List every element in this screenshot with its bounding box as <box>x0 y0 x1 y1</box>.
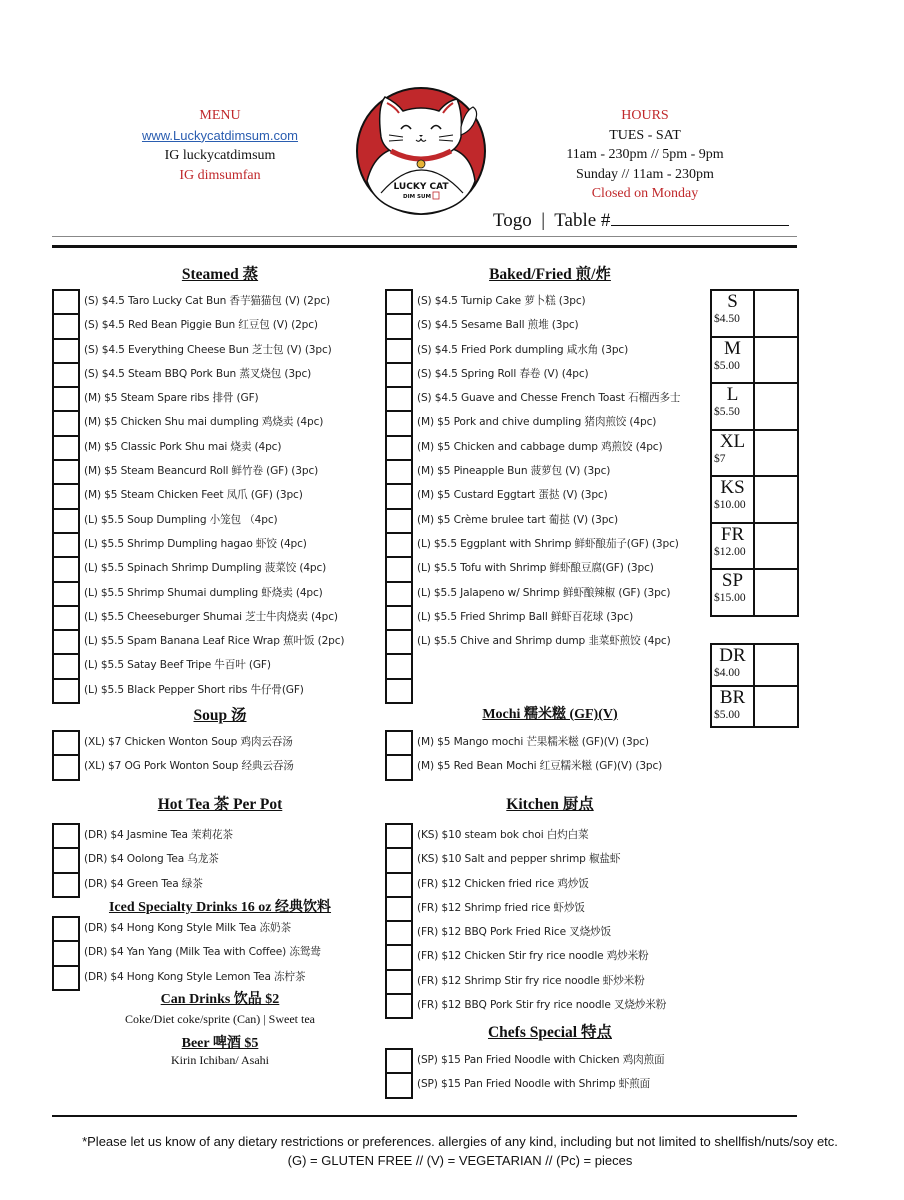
togo-table-label: Togo | Table # <box>493 210 611 231</box>
section-title-steamed: Steamed 蒸 <box>181 266 259 283</box>
size-price: $12.00 <box>714 545 746 558</box>
quantity-checkbox[interactable] <box>385 1072 413 1098</box>
quantity-checkbox[interactable] <box>385 581 413 606</box>
size-price: $4.00 <box>714 667 740 679</box>
menu-item-label: (L) $5.5 Eggplant with Shrimp 鲜虾酿茄子(GF) (3pc) <box>417 537 679 550</box>
footer <box>40 1132 880 1170</box>
size-code: S <box>727 291 738 312</box>
size-price-table <box>710 289 799 617</box>
menu-item-label: (S) $4.5 Steam BBQ Pork Bun 蒸叉烧包 (3pc) <box>84 367 312 380</box>
quantity-checkbox[interactable] <box>385 993 413 1019</box>
quantity-checkbox[interactable] <box>385 556 413 581</box>
quantity-checkbox[interactable] <box>385 338 413 363</box>
hours-weekday: 11am - 230pm // 5pm - 9pm <box>566 147 724 162</box>
size-code-cell <box>711 290 754 337</box>
quantity-checkbox[interactable] <box>385 754 413 780</box>
size-code: L <box>726 384 739 405</box>
menu-item-label: (DR) $4 Hong Kong Style Milk Tea 冻奶茶 <box>84 922 291 934</box>
size-code-cell <box>711 523 754 570</box>
quantity-checkbox[interactable] <box>385 362 413 387</box>
website-link[interactable]: www.Luckycatdimsum.com <box>141 127 299 143</box>
quantity-checkbox[interactable] <box>52 313 80 338</box>
size-price: $15.00 <box>714 592 746 604</box>
divider-thin <box>52 236 797 237</box>
menu-item-label: (FR) $12 Chicken fried rice 鸡炒饭 <box>417 877 589 890</box>
quantity-checkbox[interactable] <box>385 459 413 484</box>
size-code: XL <box>719 430 746 452</box>
menu-item-label: (L) $5.5 Jalapeno w/ Shrimp 鲜虾酿辣椒 (GF) (3pc) <box>417 586 671 599</box>
size-row <box>711 644 798 686</box>
tally-cell[interactable] <box>754 430 798 477</box>
logo-subtext: DIM SUM <box>403 194 431 200</box>
quantity-checkbox[interactable] <box>385 1048 413 1073</box>
section-title-iced-drinks: Iced Specialty Drinks 16 oz 经典饮料 <box>108 900 332 915</box>
instagram-secondary: IG dimsumfan <box>179 167 261 183</box>
quantity-checkbox[interactable] <box>385 605 413 630</box>
togo-table-field <box>493 209 789 232</box>
instagram-primary: IG luckycatdimsum <box>164 148 276 163</box>
menu-item-label: (L) $5.5 Soup Dumpling 小笼包 （4pc) <box>84 513 278 526</box>
section-title-kitchen: Kitchen 厨点 <box>506 796 594 813</box>
quantity-checkbox[interactable] <box>385 386 413 411</box>
menu-item-label: (FR) $12 Shrimp Stir fry rice noodle 虾炒米粉 <box>417 974 645 987</box>
menu-item-label: (M) $5 Red Bean Mochi 红豆糯米糍 (GF)(V) (3pc) <box>417 760 663 773</box>
closed-notice: Closed on Monday <box>591 186 699 201</box>
menu-item-label: (M) $5 Classic Pork Shu mai 烧卖 (4pc) <box>84 440 282 453</box>
menu-item-label: (L) $5.5 Spinach Shrimp Dumpling 菠菜饺 (4pc) <box>84 562 327 575</box>
quantity-checkbox[interactable] <box>52 386 80 411</box>
quantity-checkbox[interactable] <box>52 435 80 460</box>
quantity-checkbox[interactable] <box>385 653 413 678</box>
size-code-cell <box>711 686 754 728</box>
menu-item-label: (SP) $15 Pan Fried Noodle with Chicken 鸡肉煎面 <box>417 1054 665 1066</box>
section-title-chefs-special: Chefs Special 特点 <box>487 1024 612 1041</box>
size-code-cell <box>711 569 754 616</box>
tally-cell[interactable] <box>754 383 798 430</box>
can-drinks-text: Coke/Diet coke/sprite (Can) | Sweet tea <box>124 1012 315 1026</box>
menu-item-label: (M) $5 Steam Spare ribs 排骨 (GF) <box>84 392 259 405</box>
table-number-input[interactable] <box>611 209 789 226</box>
section-title-mochi: Mochi 糯米糍 (GF)(V) <box>482 707 618 722</box>
quantity-checkbox[interactable] <box>52 508 80 533</box>
quantity-checkbox[interactable] <box>385 920 413 945</box>
quantity-checkbox[interactable] <box>385 410 413 435</box>
quantity-checkbox[interactable] <box>52 916 80 941</box>
menu-item-label: (DR) $4 Oolong Tea 乌龙茶 <box>84 853 219 866</box>
divider-top <box>52 245 797 248</box>
quantity-checkbox[interactable] <box>52 410 80 435</box>
logo-text: LUCKY CAT <box>393 182 449 192</box>
menu-item-label: (M) $5 Pineapple Bun 菠萝包 (V) (3pc) <box>417 465 611 478</box>
quantity-checkbox[interactable] <box>52 362 80 387</box>
quantity-checkbox[interactable] <box>52 532 80 557</box>
quantity-checkbox[interactable] <box>385 435 413 460</box>
menu-item-label: (S) $4.5 Everything Cheese Bun 芝士包 (V) (3pc) <box>84 343 332 356</box>
size-price: $5.50 <box>714 406 740 418</box>
menu-item-label: (KS) $10 steam bok choi 白灼白菜 <box>417 829 589 841</box>
menu-item-label: (S) $4.5 Sesame Ball 煎堆 (3pc) <box>417 319 579 332</box>
quantity-checkbox[interactable] <box>385 508 413 533</box>
menu-item-label: (M) $5 Mango mochi 芒果糯米糍 (GF)(V) (3pc) <box>417 736 649 748</box>
menu-item-label: (S) $4.5 Turnip Cake 萝卜糕 (3pc) <box>417 295 586 307</box>
legend-note: (G) = GLUTEN FREE // (V) = VEGETARIAN // (Pc) = pieces <box>287 1153 633 1168</box>
quantity-checkbox[interactable] <box>52 629 80 654</box>
size-code-cell <box>711 644 754 686</box>
dietary-note: *Please let us know of any dietary restrictions or preferences. allergies of any kind, including but not limited to shellfish/nuts/soy etc. <box>82 1134 838 1149</box>
quantity-checkbox[interactable] <box>52 823 80 848</box>
quantity-checkbox[interactable] <box>385 896 413 921</box>
size-row <box>711 337 798 384</box>
quantity-checkbox[interactable] <box>385 532 413 557</box>
size-code-cell <box>711 337 754 384</box>
size-code-cell <box>711 430 754 477</box>
tally-cell[interactable] <box>754 569 798 616</box>
size-code: SP <box>721 570 744 591</box>
beer-text: Kirin Ichiban/ Asahi <box>171 1053 269 1067</box>
menu-item-label: (L) $5.5 Spam Banana Leaf Rice Wrap 蕉叶饭 (2pc) <box>84 635 345 648</box>
menu-item-label: (FR) $12 BBQ Pork Stir fry rice noodle 叉烧炒米粉 <box>417 999 667 1012</box>
quantity-checkbox[interactable] <box>385 289 413 314</box>
quantity-checkbox[interactable] <box>52 678 80 704</box>
menu-item-label: (L) $5.5 Fried Shrimp Ball 鲜虾百花球 (3pc) <box>417 610 634 623</box>
size-price: $7 <box>714 452 726 465</box>
size-row <box>711 569 798 616</box>
menu-item-label: (M) $5 Chicken and cabbage dump 鸡煎饺 (4pc) <box>417 440 663 453</box>
hours-sunday: Sunday // 11am - 230pm <box>576 166 714 182</box>
menu-item-label: (L) $5.5 Cheeseburger Shumai 芝士牛肉烧卖 (4pc) <box>84 610 338 623</box>
quantity-checkbox[interactable] <box>52 338 80 363</box>
quantity-checkbox[interactable] <box>52 289 80 314</box>
menu-item-label: (M) $5 Steam Beancurd Roll 鲜竹卷 (GF) (3pc) <box>84 465 319 478</box>
menu-item-label: (L) $5.5 Black Pepper Short ribs 牛仔骨(GF) <box>84 683 304 696</box>
menu-item-label: (L) $5.5 Satay Beef Tripe 牛百叶 (GF) <box>84 659 271 672</box>
menu-item-label: (S) $4.5 Taro Lucky Cat Bun 香芋猫猫包 (V) (2pc) <box>84 295 330 307</box>
menu-item-label: (SP) $15 Pan Fried Noodle with Shrimp 虾煎面 <box>417 1078 651 1091</box>
size-code: DR <box>719 645 746 666</box>
size-code-cell <box>711 383 754 430</box>
quantity-checkbox[interactable] <box>52 940 80 965</box>
section-title-baked-fried: Baked/Fried 煎/炸 <box>489 266 611 283</box>
size-code-cell <box>711 476 754 523</box>
menu-item-label: (XL) $7 Chicken Wonton Soup 鸡肉云吞汤 <box>84 736 293 748</box>
size-row <box>711 686 798 728</box>
menu-item-label: (FR) $12 BBQ Pork Fried Rice 叉烧炒饭 <box>417 926 611 939</box>
lucky-cat-logo <box>353 85 489 217</box>
menu-item-label: (KS) $10 Salt and pepper shrimp 椒盐虾 <box>417 853 621 866</box>
quantity-checkbox[interactable] <box>385 313 413 338</box>
quantity-checkbox[interactable] <box>52 965 80 991</box>
size-code: M <box>724 337 741 359</box>
quantity-checkbox[interactable] <box>52 556 80 581</box>
tally-cell[interactable] <box>754 644 798 686</box>
tally-cell[interactable] <box>754 290 798 337</box>
menu-item-label: (S) $4.5 Spring Roll 春卷 (V) (4pc) <box>417 367 589 380</box>
menu-item-label: (S) $4.5 Fried Pork dumpling 咸水角 (3pc) <box>417 343 629 356</box>
size-row <box>711 476 798 523</box>
quantity-checkbox[interactable] <box>385 872 413 897</box>
section-title-hot-tea: Hot Tea 茶 Per Pot <box>157 796 283 813</box>
quantity-checkbox[interactable] <box>385 969 413 994</box>
size-price: $4.50 <box>714 313 740 325</box>
size-row <box>711 430 798 477</box>
quantity-checkbox[interactable] <box>52 754 80 780</box>
size-code: FR <box>720 523 745 545</box>
drink-price-table <box>710 643 799 728</box>
size-price: $5.00 <box>714 359 740 372</box>
menu-item-label: (S) $4.5 Guave and Chesse French Toast 石榴西多士 <box>417 392 681 405</box>
quantity-checkbox[interactable] <box>52 581 80 606</box>
menu-item-label: (FR) $12 Chicken Stir fry rice noodle 鸡炒米粉 <box>417 950 649 963</box>
section-title-beer: Beer 啤酒 $5 <box>181 1036 259 1051</box>
hours-info <box>530 106 760 204</box>
menu-item-label: (M) $5 Steam Chicken Feet 凤爪 (GF) (3pc) <box>84 489 303 502</box>
quantity-checkbox[interactable] <box>52 653 80 678</box>
menu-item-label: (M) $5 Pork and chive dumpling 猪肉煎饺 (4pc) <box>417 416 657 429</box>
menu-item-label: (L) $5.5 Shrimp Shumai dumpling 虾烧卖 (4pc) <box>84 586 323 599</box>
menu-item-label: (L) $5.5 Chive and Shrimp dump 韭菜虾煎饺 (4pc) <box>417 635 671 648</box>
quantity-checkbox[interactable] <box>385 483 413 508</box>
menu-item-label: (DR) $4 Hong Kong Style Lemon Tea 冻柠茶 <box>84 970 306 983</box>
quantity-checkbox[interactable] <box>52 847 80 872</box>
menu-item-label: (L) $5.5 Shrimp Dumpling hagao 虾饺 (4pc) <box>84 537 307 550</box>
quantity-checkbox[interactable] <box>52 730 80 755</box>
menu-item-label: (DR) $4 Jasmine Tea 茉莉花茶 <box>84 829 233 841</box>
quantity-checkbox[interactable] <box>52 459 80 484</box>
menu-item-label: (XL) $7 OG Pork Wonton Soup 经典云吞汤 <box>84 760 294 773</box>
size-code: BR <box>719 686 746 708</box>
size-price: $5.00 <box>714 708 740 721</box>
quantity-checkbox[interactable] <box>385 629 413 654</box>
size-row <box>711 290 798 337</box>
hours-days: TUES - SAT <box>609 127 681 143</box>
hours-label: HOURS <box>621 108 669 123</box>
section-title-soup: Soup 汤 <box>193 707 247 724</box>
size-row <box>711 523 798 570</box>
quantity-checkbox[interactable] <box>52 605 80 630</box>
menu-item-label: (FR) $12 Shrimp fried rice 虾炒饭 <box>417 901 585 914</box>
restaurant-info <box>110 106 330 185</box>
menu-item-label: (M) $5 Crème brulee tart 葡挞 (V) (3pc) <box>417 513 618 526</box>
size-row <box>711 383 798 430</box>
tally-cell[interactable] <box>754 476 798 523</box>
menu-item-label: (DR) $4 Yan Yang (Milk Tea with Coffee) 冻鸳鸯 <box>84 946 321 959</box>
menu-item-label: (S) $4.5 Red Bean Piggie Bun 红豆包 (V) (2pc) <box>84 319 318 332</box>
tally-cell[interactable] <box>754 337 798 384</box>
menu-label: MENU <box>199 108 241 123</box>
tally-cell[interactable] <box>754 686 798 728</box>
size-price: $10.00 <box>714 499 746 511</box>
menu-item-label: (DR) $4 Green Tea 绿茶 <box>84 877 203 890</box>
menu-item-label: (M) $5 Chicken Shu mai dumpling 鸡烧卖 (4pc) <box>84 416 324 429</box>
quantity-checkbox[interactable] <box>385 823 413 848</box>
tally-cell[interactable] <box>754 523 798 570</box>
menu-item-label: (L) $5.5 Tofu with Shrimp 鲜虾酿豆腐(GF) (3pc) <box>417 562 654 575</box>
quantity-checkbox[interactable] <box>385 730 413 755</box>
quantity-checkbox[interactable] <box>385 847 413 872</box>
quantity-checkbox[interactable] <box>385 678 413 704</box>
quantity-checkbox[interactable] <box>52 483 80 508</box>
size-code: KS <box>720 477 745 498</box>
menu-item-label: (M) $5 Custard Eggtart 蛋挞 (V) (3pc) <box>417 489 608 502</box>
divider-bottom <box>52 1115 797 1117</box>
quantity-checkbox[interactable] <box>52 872 80 898</box>
quantity-checkbox[interactable] <box>385 944 413 969</box>
section-title-can-drinks: Can Drinks 饮品 $2 <box>160 992 280 1007</box>
